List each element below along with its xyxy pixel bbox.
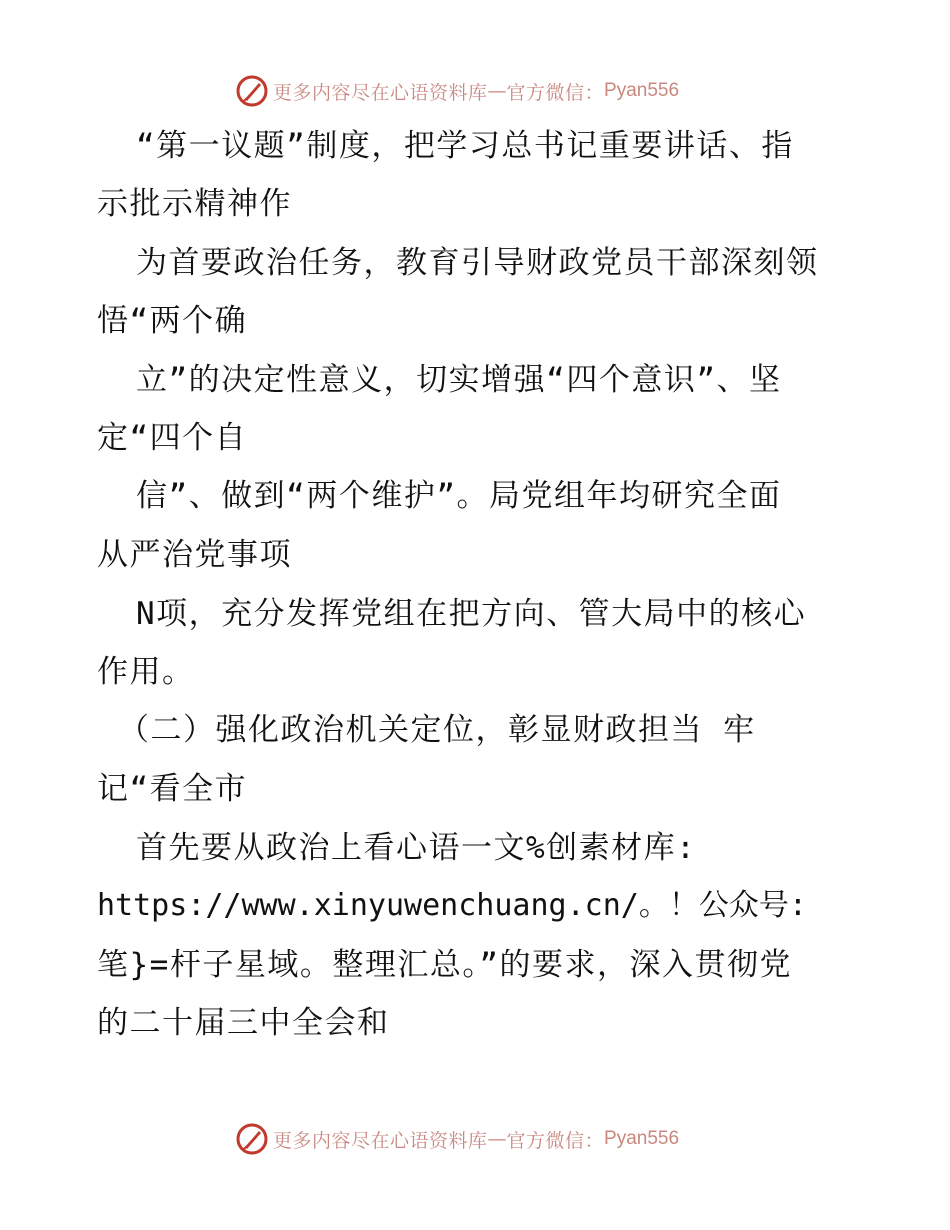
body-line: 悟“两个确 [97, 303, 248, 339]
body-line: 示批示精神作 [97, 186, 292, 222]
body-line: 的二十届三中全会和 [97, 1005, 390, 1041]
body-line: 首先要从政治上看心语一文%创素材库: [136, 830, 697, 866]
body-line: 立”的决定性意义，切实增强“四个意识”、坚 [136, 362, 782, 398]
watermark-official: 官方微信： [506, 81, 605, 104]
body-line: 笔}=杆子星域。整理汇总。”的要求，深入贯彻党 [97, 947, 792, 983]
watermark-separator: — [487, 1128, 507, 1150]
watermark-official: 官方微信： [506, 1129, 605, 1152]
quill-logo-icon [235, 74, 269, 108]
body-line: N项，充分发挥党组在把方向、管大局中的核心 [136, 596, 807, 632]
section-heading: （二）强化政治机关定位，彰显财政担当 牢 [118, 712, 756, 748]
footer-watermark [235, 1121, 679, 1157]
watermark-text: 更多内容尽在心语资料库 [273, 81, 488, 104]
watermark-wechat-id: Pyan556 [604, 1128, 680, 1149]
body-line: 信”、做到“两个维护”。局党组年均研究全面 [136, 478, 782, 514]
body-line: “第一议题”制度，把学习总书记重要讲话、指 [136, 128, 794, 164]
quill-logo-icon [235, 1122, 269, 1156]
body-line: 作用。 [97, 654, 195, 690]
watermark-wechat-id: Pyan556 [604, 80, 680, 101]
body-line: 为首要政治任务，教育引导财政党员干部深刻领 [136, 245, 819, 281]
body-line: 定“四个自 [97, 420, 248, 456]
header-watermark [235, 73, 679, 109]
url-line: https://www.xinyuwenchuang.cn/。！公众号: [97, 888, 807, 923]
body-line: 记“看全市 [97, 771, 248, 807]
watermark-text: 更多内容尽在心语资料库 [273, 1129, 488, 1152]
watermark-separator: — [487, 80, 507, 102]
body-line: 从严治党事项 [97, 537, 292, 573]
